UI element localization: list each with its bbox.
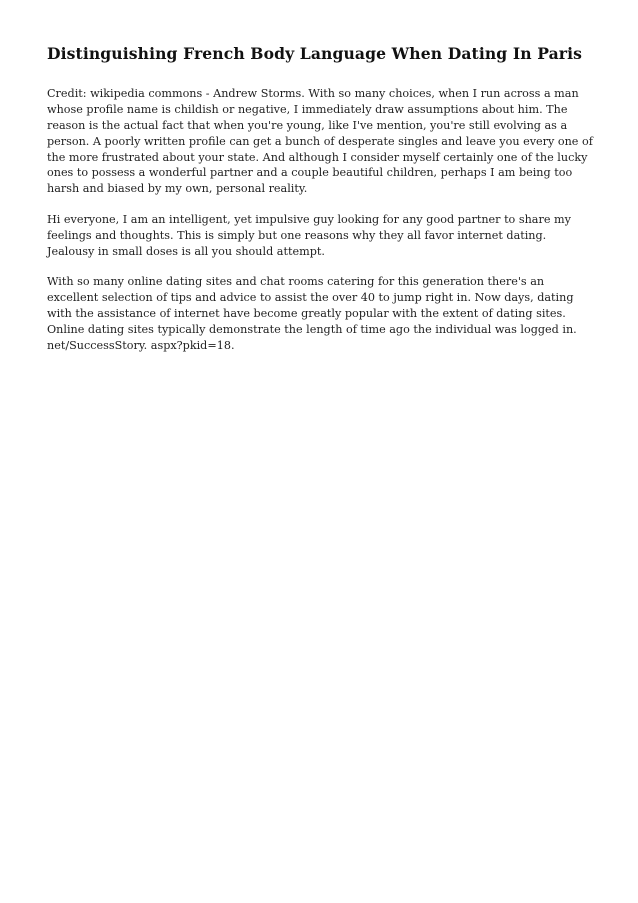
document-body <box>47 44 595 368</box>
document-title: Distinguishing French Body Language When Dating In Paris <box>47 44 583 63</box>
paragraph-1: Credit: wikipedia commons - Andrew Storms. With so many choices, when I run across a man whose profile name is childish or negative, I immediately draw assumptions about him. The reason is the actual fact that when you're young, like I've mention, you're still evolving as a person. A poorly written profile can get a bunch of desperate singles and leave you every one of the more frustrated about your state. And although I consider myself certainly one of the lucky ones to possess a wonderful partner and a couple beautiful children, perhaps I am being too harsh and biased by my own, personal reality. <box>47 87 593 196</box>
paragraph-3: With so many online dating sites and chat rooms catering for this generation there's an excellent selection of tips and advice to assist the over 40 to jump right in. Now days, dating with the assistance of internet have become greatly popular with the extent of dating sites. Online dating sites typically demonstrate the length of time ago the individual was logged in. net/SuccessStory. aspx?pkid=18. <box>47 275 577 352</box>
paragraph-2: Hi everyone, I am an intelligent, yet impulsive guy looking for any good partner to share my feelings and thoughts. This is simply but one reasons why they all favor internet dating. Jealousy in small doses is all you should attempt. <box>47 213 571 258</box>
